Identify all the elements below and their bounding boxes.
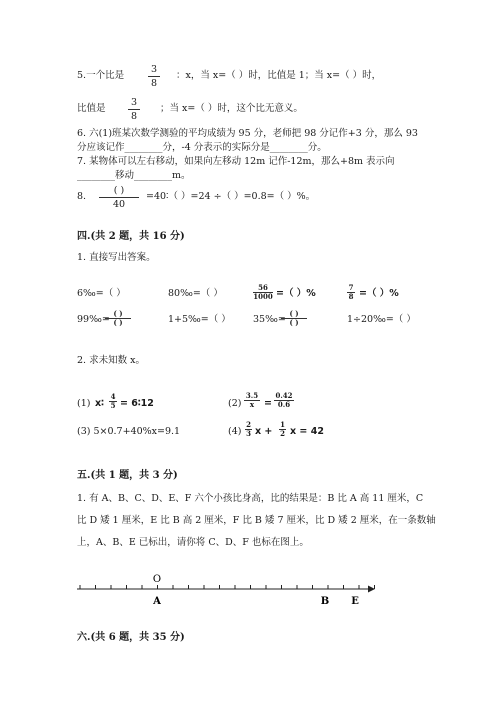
s4-r2-c-fraction bbox=[281, 310, 307, 327]
eq4-f2-den: 2 bbox=[280, 429, 285, 438]
q5-fraction-2-den: 8 bbox=[130, 111, 138, 122]
section-6-title: 六.(共 6 题，共 35 分) bbox=[77, 632, 185, 643]
eq2-right-fraction bbox=[274, 392, 294, 409]
s4-r1-c-rest: =（ ）% bbox=[276, 288, 316, 299]
eq1-rest: = 6∶12 bbox=[120, 398, 154, 409]
s4-r2-c-den: ( ) bbox=[289, 318, 299, 327]
s5-line-1: 1. 有 A、B、C、D、E、F 六个小孩比身高，比的结果是：B 比 A 高 11 厘米，C bbox=[77, 493, 424, 504]
q5-text-c: 比值是 bbox=[77, 103, 106, 114]
s4-r1-d-den: 8 bbox=[348, 292, 354, 301]
q5-text-b: ：x，当 x=（ ）时，比值是 1；当 x=（ ）时， bbox=[176, 70, 382, 81]
eq2-label: (2) bbox=[228, 398, 242, 409]
s4-r1-d-fraction bbox=[347, 284, 355, 301]
q8-fraction-num: ( ) bbox=[113, 185, 125, 196]
arrow-head-icon bbox=[368, 586, 375, 593]
eq4-label: (4) bbox=[228, 426, 242, 437]
eq2-left-num: 3.5 bbox=[245, 391, 259, 400]
s4-r2-a-fraction bbox=[105, 310, 131, 327]
section-5-title: 五.(共 1 题，共 3 分) bbox=[77, 470, 178, 481]
eq2-equals: = bbox=[264, 398, 272, 409]
number-line bbox=[0, 570, 500, 610]
eq2-right-num: 0.42 bbox=[275, 391, 293, 400]
s4-r1-c-num: 56 bbox=[258, 283, 268, 292]
eq1-fraction bbox=[109, 393, 117, 410]
q5-fraction-2-num: 3 bbox=[130, 97, 138, 108]
eq1-label: (1) bbox=[77, 398, 91, 409]
eq3: (3) 5×0.7+40%x=9.1 bbox=[77, 426, 181, 437]
s5-line-3: 上，A、B、E 已标出，请你将 C、D、F 也标在图上。 bbox=[77, 537, 309, 548]
q8-text: =40∶（ ）=24 ÷（ ）=0.8=（ ）%。 bbox=[146, 191, 316, 202]
q6-line-2: 分应该记作________分，-4 分表示的实际分是________分。 bbox=[77, 142, 327, 153]
point-e-label: E bbox=[351, 596, 359, 607]
s4-r1-b: 80‰=（ ） bbox=[168, 288, 223, 299]
q5-fraction-1-num: 3 bbox=[150, 64, 158, 75]
q7-line-2: ________移动________m。 bbox=[77, 170, 191, 181]
section-4-q1: 1. 直接写出答案。 bbox=[77, 252, 156, 263]
eq1-den: 5 bbox=[110, 401, 116, 410]
eq4-fraction-2 bbox=[279, 421, 286, 438]
eq2-right-den: 0.6 bbox=[277, 400, 291, 409]
section-4-q2: 2. 求未知数 x。 bbox=[77, 355, 145, 366]
s4-r2-b: 1+5‰=（ ） bbox=[168, 314, 231, 325]
eq4-f1-den: 3 bbox=[246, 429, 251, 438]
eq4-f2-num: 1 bbox=[280, 420, 285, 429]
eq1-x: x∶ bbox=[95, 398, 104, 409]
s4-r2-d: 1÷20‰=（ ） bbox=[347, 314, 416, 325]
eq4-fraction-1 bbox=[245, 421, 252, 438]
q8-label: 8. bbox=[77, 191, 87, 202]
eq4-rest: x = 42 bbox=[290, 426, 324, 437]
section-4-title: 四.(共 2 题，共 16 分) bbox=[77, 231, 185, 242]
s4-r1-c-fraction bbox=[253, 284, 273, 301]
s4-r2-a-den: ( ) bbox=[113, 318, 123, 327]
q7-line-1: 7. 某物体可以左右移动，如果向左移动 12m 记作-12m，那么+8m 表示向 bbox=[77, 156, 395, 167]
q8-fraction-den: 40 bbox=[112, 199, 126, 210]
tick-marks bbox=[80, 585, 375, 589]
eq2-left-fraction bbox=[244, 392, 260, 409]
q5-text-a: 5.一个比是 bbox=[77, 70, 125, 81]
s4-r2-a-num: ( ) bbox=[113, 309, 123, 318]
fraction-bar bbox=[128, 109, 140, 110]
point-b-label: B bbox=[320, 596, 330, 607]
s4-r1-d-num: 7 bbox=[348, 283, 354, 292]
q8-fraction bbox=[99, 185, 139, 210]
s4-r2-c-pre: 35‰= bbox=[253, 314, 286, 325]
s4-r2-a-pre: 99‰= bbox=[77, 314, 110, 325]
fraction-bar bbox=[99, 197, 139, 198]
q5-fraction-1 bbox=[148, 64, 160, 89]
eq2-left-den: x bbox=[249, 400, 255, 409]
eq1-num: 4 bbox=[110, 392, 116, 401]
s4-r1-a: 6‰=（ ） bbox=[77, 288, 126, 299]
origin-label: O bbox=[152, 574, 162, 585]
s5-line-2: 比 D 矮 1 厘米，E 比 B 高 2 厘米，F 比 B 矮 7 厘米，比 D 矮 2 厘米，在一条数轴 bbox=[77, 515, 436, 526]
eq4-mid: x + bbox=[255, 426, 273, 437]
q6-line-1: 6. 六(1)班某次数学测验的平均成绩为 95 分，老师把 98 分记作+3 分，那么 93 bbox=[77, 128, 418, 139]
s4-r2-c-num: ( ) bbox=[289, 309, 299, 318]
point-a-label: A bbox=[153, 596, 161, 607]
q5-fraction-1-den: 8 bbox=[150, 78, 158, 89]
eq4-f1-num: 2 bbox=[246, 420, 251, 429]
s4-r1-c-den: 1000 bbox=[253, 292, 273, 301]
q5-fraction-2 bbox=[128, 97, 140, 122]
fraction-bar bbox=[148, 76, 160, 77]
s4-r1-d-rest: =（ ）% bbox=[359, 288, 399, 299]
q5-text-d: ；当 x=（ ）时，这个比无意义。 bbox=[160, 103, 303, 114]
